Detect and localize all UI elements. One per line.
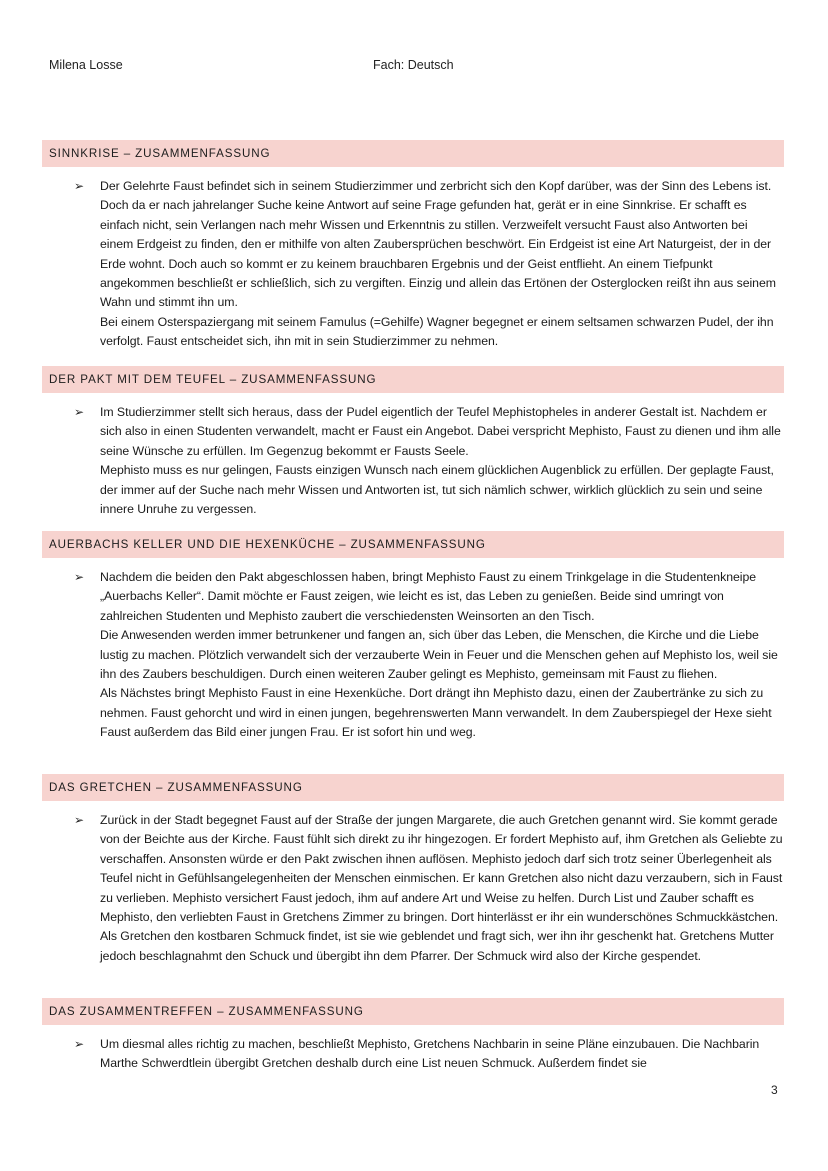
paragraph: Im Studierzimmer stellt sich heraus, dass der Pudel eigentlich der Teufel Mephistopheles in anderer Gestalt ist. Nachdem er sich also in einen Studenten verwandelt, macht er Faust ein Angebot. Dabei verspricht Mephisto, Faust zu dienen und ihm alle seine Wünsche zu erfüllen. Im Gegenzug bekommt er Fausts Seele. [100, 405, 781, 458]
paragraph: Mephisto muss es nur gelingen, Fausts einzigen Wunsch nach einem glücklichen Augenblick zu erfüllen. Der geplagte Faust, der immer auf der Suche nach mehr Wissen und Antworten ist, tut sich nämlich schwer, wirklich glücklich zu sein und seine innere Unruhe zu vergessen. [100, 463, 774, 517]
paragraph: Nachdem die beiden den Pakt abgeschlossen haben, bringt Mephisto Faust zu einem Trinkgelage in die Studentenkneipe „Auerbachs Keller“. Damit möchte er Faust zeigen, wie leicht es ist, das Leben zu genießen. Beide sind umringt von zahlreichen Studenten und Mephisto zaubert die verschiedensten Weinsorten an den Tisch. [100, 570, 757, 623]
bullet-item [42, 568, 784, 743]
page-number: 3 [771, 1083, 778, 1097]
author-name: Milena Losse [49, 58, 123, 72]
arrow-bullet-icon: ➢ [74, 570, 85, 584]
arrow-bullet-icon: ➢ [74, 179, 85, 193]
paragraph: Bei einem Osterspaziergang mit seinem Famulus (=Gehilfe) Wagner begegnet er einem seltsamen schwarzen Pudel, der ihn verfolgt. Faust entscheidet sich, ihn mit in sein Studierzimmer zu nehmen. [100, 314, 774, 349]
subject-label: Fach: Deutsch [373, 58, 454, 72]
section-title: DAS GRETCHEN – ZUSAMMENFASSUNG [42, 774, 784, 801]
paragraph: Um diesmal alles richtig zu machen, beschließt Mephisto, Gretchens Nachbarin in seine Pläne einzubauen. Die Nachbarin Marthe Schwerdtlein übergibt Gretchen deshalb durch eine List neuen Schmuck. Außerdem findet sie [100, 1037, 760, 1071]
section-gretchen [42, 774, 784, 966]
bullet-item [42, 811, 784, 966]
section-title: AUERBACHS KELLER UND DIE HEXENKÜCHE – ZUSAMMENFASSUNG [42, 531, 784, 558]
arrow-bullet-icon: ➢ [74, 405, 85, 419]
section-title: DER PAKT MIT DEM TEUFEL – ZUSAMMENFASSUNG [42, 366, 784, 393]
arrow-bullet-icon: ➢ [74, 1037, 85, 1051]
paragraph: Als Nächstes bringt Mephisto Faust in eine Hexenküche. Dort drängt ihn Mephisto dazu, einen der Zaubertränke zu sich zu nehmen. Faust gehorcht und wird in einen jungen, begehrenswerten Mann verwandelt. In dem Zauberspiegel der Hexe sieht Faust außerdem das Bild einer jungen Frau. Er ist sofort hin und weg. [100, 686, 772, 740]
bullet-item [42, 177, 784, 352]
paragraph: Zurück in der Stadt begegnet Faust auf der Straße der jungen Margarete, die auch Gretchen genannt wird. Sie kommt gerade von der Beichte aus der Kirche. Faust fühlt sich direkt zu ihr hingezogen. Er fordert Mephisto auf, ihm Gretchen als Geliebte zu verschaffen. Ansonsten würde er den Pakt zwischen ihnen auflösen. Mephisto jedoch darf sich trotz seiner Überlegenheit als Teufel nicht in Gefühlsangelegenheiten der Menschen einmischen. Er kann Gretchen also nicht dazu verzaubern, sich in Faust zu verlieben. Mephisto versichert Faust jedoch, ihm auf andere Art und Weise zu helfen. Durch List und Zauber schafft es Mephisto, den verliebten Faust in Gretchens Zimmer zu bringen. Dort hinterlässt er ihr ein wunderschönes Schmuckkästchen. Als Gretchen den kostbaren Schmuck findet, ist sie wie geblendet und fragt sich, wer ihn ihr geschenkt hat. Gretchens Mutter jedoch beschlagnahmt den Schuck und übergibt ihn dem Pfarrer. Der Schmuck wird also der Kirche gespendet. [100, 813, 783, 963]
section-pakt [42, 366, 784, 519]
section-auerbachs-keller [42, 531, 784, 743]
section-title: SINNKRISE – ZUSAMMENFASSUNG [42, 140, 784, 167]
bullet-item [42, 1035, 784, 1074]
section-title: DAS ZUSAMMENTREFFEN – ZUSAMMENFASSUNG [42, 998, 784, 1025]
paragraph: Der Gelehrte Faust befindet sich in seinem Studierzimmer und zerbricht sich den Kopf darüber, was der Sinn des Lebens ist. Doch da er nach jahrelanger Suche keine Antwort auf seine Frage gefunden hat, gerät er in eine Sinnkrise. Er schafft es einfach nicht, sein Verlangen nach mehr Wissen und Erkenntnis zu stillen. Verzweifelt versucht Faust also Antworten bei einem Erdgeist zu finden, den er mithilfe von alten Zaubersprüchen beschwört. Ein Erdgeist ist eine Art Naturgeist, der in der Erde wohnt. Doch auch so kommt er zu keinem brauchbaren Ergebnis und der Geist entflieht. An einem Tiefpunkt angekommen beschließt er schließlich, sich zu vergiften. Einzig und allein das Ertönen der Osterglocken reißt ihn aus seinem Wahn und stimmt ihn um. [100, 179, 776, 310]
section-zusammentreffen [42, 998, 784, 1074]
arrow-bullet-icon: ➢ [74, 813, 85, 827]
bullet-item [42, 403, 784, 519]
section-sinnkrise [42, 140, 784, 352]
paragraph: Die Anwesenden werden immer betrunkener und fangen an, sich über das Leben, die Menschen, die Kirche und die Liebe lustig zu machen. Plötzlich verwandelt sich der verzauberte Wein in Feuer und die Menschen gehen auf Mephisto los, weil sie ihn des Zaubers beschuldigen. Durch einen weiteren Zauber gelingt es Mephisto, gemeinsam mit Faust zu fliehen. [100, 628, 778, 682]
